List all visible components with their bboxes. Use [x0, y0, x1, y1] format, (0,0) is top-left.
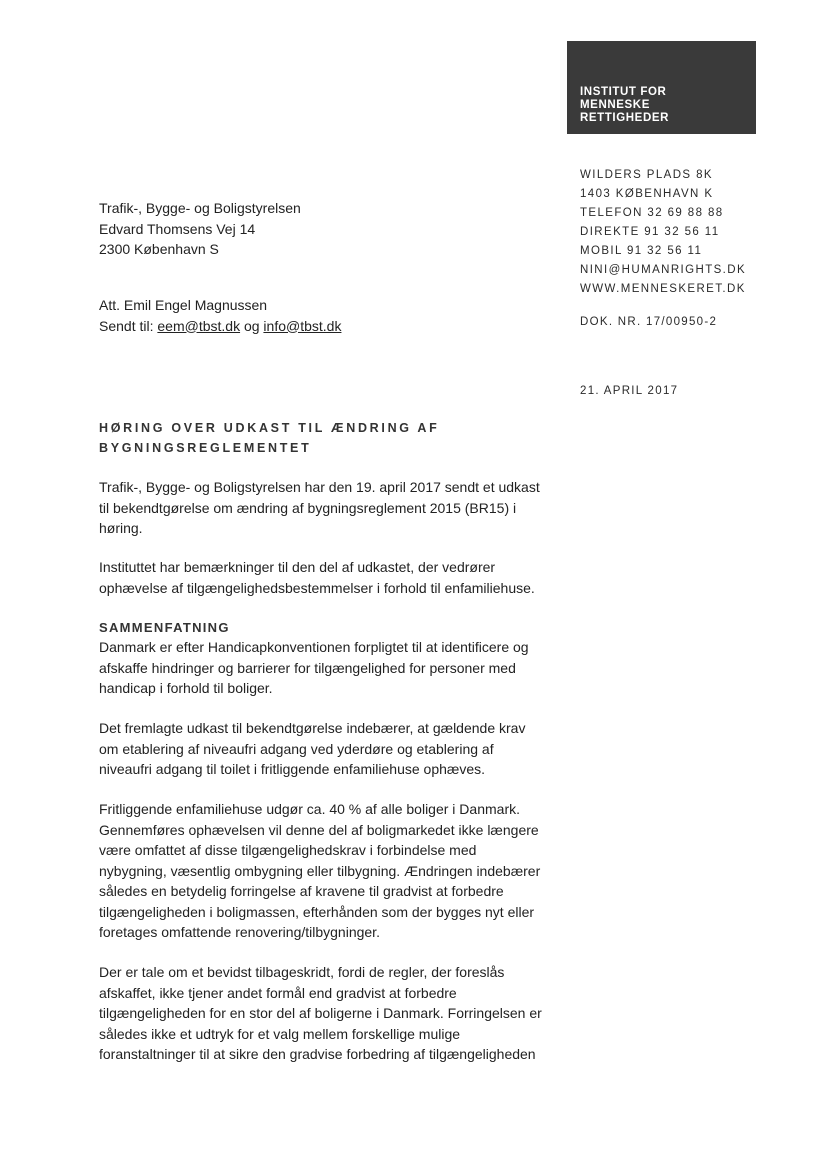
paragraph-line: Gennemføres ophævelsen vil denne del af boligmarkedet ikke længere: [99, 821, 539, 838]
title-line: HØRING OVER UDKAST TIL ÆNDRING AF: [99, 421, 440, 435]
sender-direct-phone: DIREKTE 91 32 56 11: [580, 226, 720, 238]
conjunction: og: [243, 317, 260, 334]
document-number: DOK. NR. 17/00950-2: [580, 316, 718, 328]
logo-line: RETTIGHEDER: [580, 112, 670, 124]
email-link-eem[interactable]: eem@tbst.dk: [157, 317, 241, 334]
paragraph-line: afskaffet, ikke tjener andet formål end gradvist at forbedre: [99, 984, 457, 1001]
recipient-street: Edvard Thomsens Vej 14: [99, 220, 256, 237]
paragraph-line: Trafik-, Bygge- og Boligstyrelsen har den 19. april 2017 sendt et udkast: [99, 479, 540, 495]
paragraph-line: foretages omfattende renovering/tilbygninger.: [99, 924, 380, 940]
logo-line: MENNESKE: [580, 99, 650, 111]
paragraph-line: foranstaltninger til at sikre den gradvise forbedring af tilgængeligheden: [99, 1046, 536, 1062]
paragraph-line: således en betydelig forringelse af kravene til gradvist at forbedre: [99, 883, 504, 899]
letter-date: 21. APRIL 2017: [580, 385, 679, 397]
paragraph-line: afskaffe hindringer og barrierer for tilgængelighed for personer med: [99, 659, 516, 676]
paragraph-line: være omfattet af disse tilgængelighedskrav i forbindelse med: [99, 842, 477, 858]
paragraph-line: høring.: [99, 520, 143, 536]
sender-city: 1403 KØBENHAVN K: [580, 188, 714, 200]
paragraph-intro: [99, 477, 579, 539]
attention-block: [99, 295, 341, 336]
paragraph-line: således ikke et udtryk for et valg mellem forskellige mulige: [99, 1025, 461, 1042]
sent-to-label: Sendt til:: [99, 317, 154, 334]
sender-website: WWW.MENNESKERET.DK: [580, 283, 746, 295]
recipient-address: [99, 198, 301, 260]
paragraph-remarks: [99, 557, 579, 598]
paragraph-line: Der er tale om et bevidst tilbageskridt, fordi de regler, der foreslås: [99, 964, 505, 980]
paragraph-line: nybygning, væsentlig ombygning eller tilbygning. Ændringen indebærer: [99, 862, 541, 879]
recipient-city: 2300 København S: [99, 241, 219, 257]
paragraph-line: ophævelse af tilgængelighedsbestemmelser i forhold til enfamiliehuse.: [99, 579, 535, 596]
paragraph-line: Fritliggende enfamiliehuse udgør ca. 40 % af alle boliger i Danmark.: [99, 801, 520, 817]
paragraph-houses: [99, 799, 579, 943]
paragraph-draft: [99, 718, 579, 780]
attention-line: Att. Emil Engel Magnussen: [99, 297, 268, 313]
sender-address: [580, 166, 780, 299]
paragraph-line: tilgængeligheden for en stor del af boligerne i Danmark. Forringelsen er: [99, 1005, 542, 1021]
paragraph-line: Det fremlagte udkast til bekendtgørelse indebærer, at gældende krav: [99, 720, 526, 736]
institute-logo: [567, 41, 756, 134]
paragraph-line: handicap i forhold til boliger.: [99, 680, 273, 696]
sender-mobile: MOBIL 91 32 56 11: [580, 245, 703, 257]
document-title: [99, 418, 539, 458]
email-link-info[interactable]: info@tbst.dk: [263, 317, 342, 334]
paragraph-line: om etablering af niveaufri adgang ved yderdøre og etablering af: [99, 740, 494, 757]
sender-phone: TELEFON 32 69 88 88: [580, 207, 724, 219]
paragraph-obligation: [99, 637, 579, 699]
recipient-name: Trafik-, Bygge- og Boligstyrelsen: [99, 200, 301, 216]
paragraph-line: niveaufri adgang til toilet i fritliggende enfamiliehuse ophæves.: [99, 761, 486, 777]
paragraph-line: Instituttet har bemærkninger til den del af udkastet, der vedrører: [99, 559, 496, 575]
paragraph-line: Danmark er efter Handicapkonventionen forpligtet til at identificere og: [99, 639, 529, 655]
summary-heading: SAMMENFATNING: [99, 620, 230, 635]
sender-email: NINI@HUMANRIGHTS.DK: [580, 264, 747, 276]
sender-street: WILDERS PLADS 8K: [580, 169, 713, 181]
sent-to-line: [99, 316, 341, 337]
paragraph-line: tilgængeligheden i boligmassen, efterhånden som der bygges nyt eller: [99, 903, 535, 920]
paragraph-line: til bekendtgørelse om ændring af bygningsreglement 2015 (BR15) i: [99, 499, 517, 516]
paragraph-regression: [99, 962, 579, 1065]
logo-line: INSTITUT FOR: [580, 86, 667, 98]
title-line: BYGNINGSREGLEMENTET: [99, 441, 312, 455]
